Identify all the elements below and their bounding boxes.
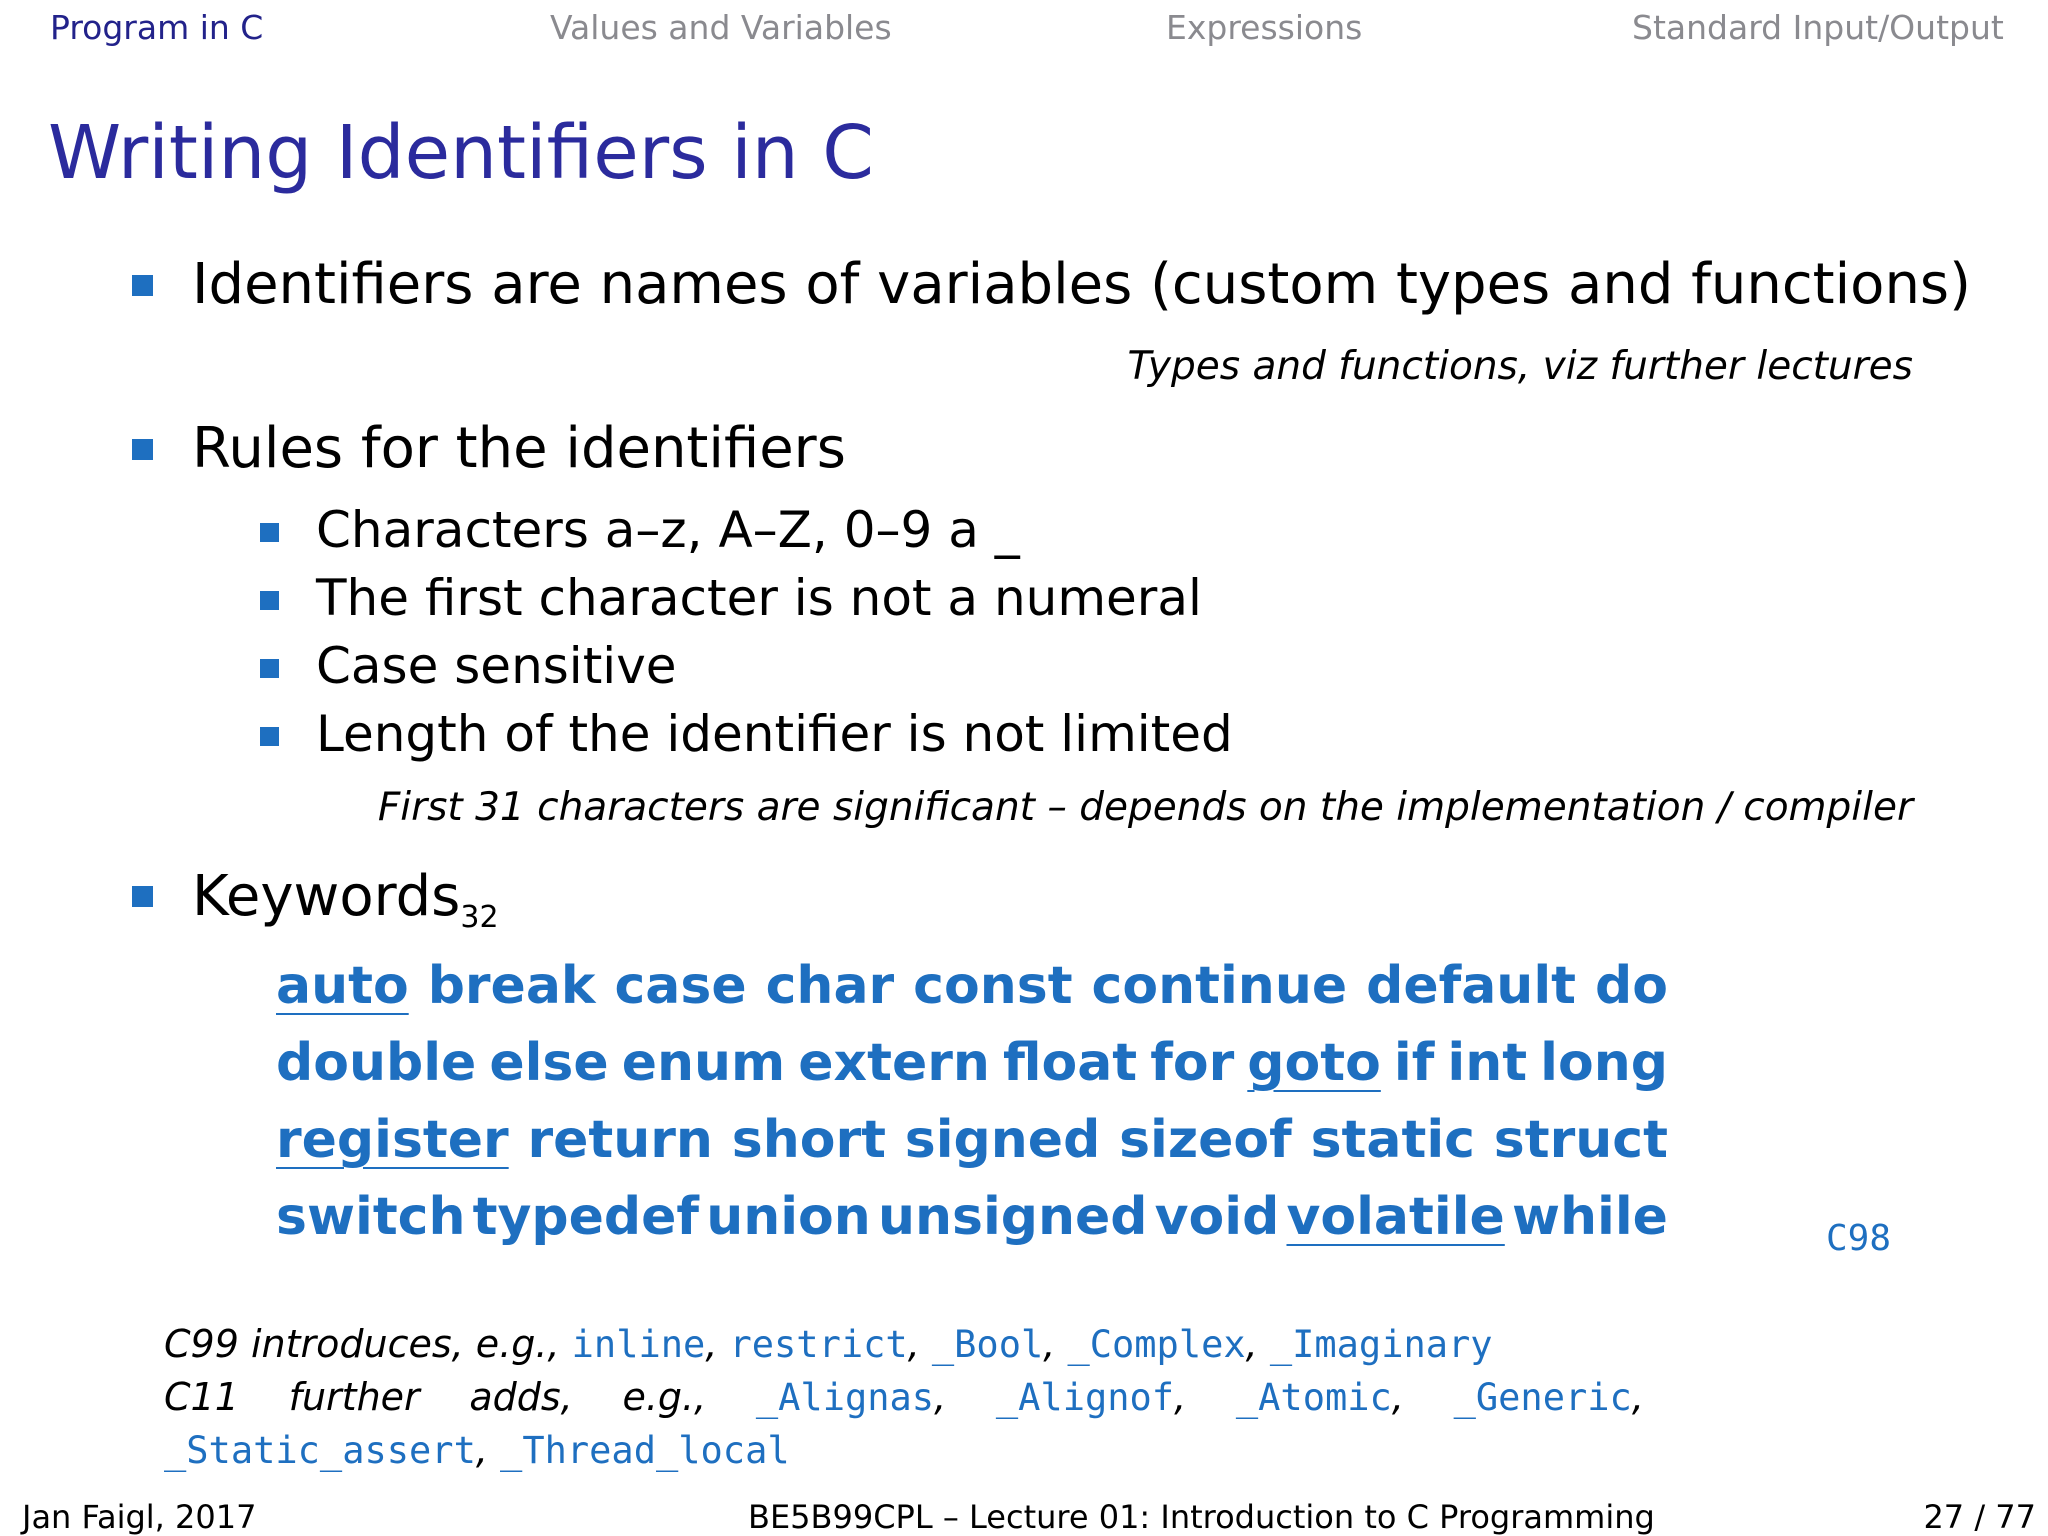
c11-keyword-item: _Generic, [1453, 1375, 1644, 1419]
keyword-enum: enum [621, 1033, 786, 1093]
keyword-else: else [489, 1033, 609, 1093]
keyword-line [276, 948, 1668, 1025]
c99-keyword: _Imaginary [1269, 1323, 1493, 1366]
footer-course: BE5B99CPL – Lecture 01: Introduction to C Programming [748, 1498, 1655, 1536]
keyword-register: register [276, 1110, 509, 1170]
keyword-double: double [276, 1033, 477, 1093]
c11-keyword-item: _Alignas, [755, 1375, 947, 1419]
c11-line-continued: _Static_assert, _Thread_local [164, 1428, 790, 1472]
rules-note: First 31 characters are significant – depends on the implementation / compiler [377, 785, 1913, 830]
keyword-break: break [427, 956, 596, 1016]
c11-keyword: _Alignof [995, 1376, 1175, 1419]
keyword-case: case [614, 956, 747, 1016]
keyword-line [276, 1179, 1668, 1256]
nav-tab-expressions[interactable]: Expressions [1166, 8, 1363, 47]
keywords-count: 32 [460, 900, 499, 936]
standard-tag: C98 [1826, 1218, 1892, 1259]
bullet-keywords [192, 864, 499, 935]
bullet-square-icon [132, 886, 153, 907]
keyword-extern: extern [798, 1033, 990, 1093]
keyword-default: default [1366, 956, 1576, 1016]
rule-first-character: The first character is not a numeral [316, 569, 1202, 627]
rule-characters: Characters a–z, A–Z, 0–9 a _ [316, 501, 1020, 559]
bullet-identifiers: Identifiers are names of variables (custom types and functions) [192, 252, 1971, 317]
keyword-struct: struct [1493, 1110, 1668, 1170]
keyword-float: float [1002, 1033, 1138, 1093]
c11-line [164, 1371, 1644, 1424]
keyword-return: return [527, 1110, 713, 1170]
keyword-list [276, 948, 1668, 1256]
keyword-union: union [706, 1187, 871, 1247]
c99-keyword: inline [571, 1323, 706, 1366]
c99-keyword: restrict [729, 1323, 908, 1366]
footer-author: Jan Faigl, 2017 [22, 1498, 257, 1536]
slide-footer [0, 1496, 2048, 1536]
c11-keyword-item: _Atomic, [1235, 1375, 1404, 1419]
standards-footnote [164, 1318, 1644, 1477]
keyword-long: long [1540, 1033, 1668, 1093]
sub-bullet-square-icon [260, 727, 279, 746]
keyword-unsigned: unsigned [877, 1187, 1148, 1247]
keyword-if: if [1393, 1033, 1435, 1093]
keyword-switch: switch [276, 1187, 466, 1247]
sub-bullet-square-icon [260, 591, 279, 610]
c11-keyword: _Static_assert [164, 1429, 476, 1472]
keyword-typedef: typedef [472, 1187, 700, 1247]
c11-keyword: _Thread_local [500, 1429, 790, 1472]
keyword-sizeof: sizeof [1119, 1110, 1292, 1170]
bullet-square-icon [132, 439, 153, 460]
keyword-static: static [1310, 1110, 1475, 1170]
c99-keyword: _Complex [1067, 1323, 1246, 1366]
keyword-line [276, 1102, 1668, 1179]
keyword-continue: continue [1091, 956, 1348, 1016]
c11-prefix-word: further [288, 1375, 420, 1419]
footer-page: 27 / 77 [1923, 1498, 2036, 1536]
c11-prefix-word: e.g., [622, 1375, 707, 1419]
c11-keyword-item: _Alignof, [995, 1375, 1187, 1419]
keyword-while: while [1511, 1187, 1668, 1247]
keywords-label: Keywords [192, 864, 461, 929]
keyword-for: for [1150, 1033, 1235, 1093]
keyword-auto: auto [276, 956, 409, 1016]
keyword-void: void [1154, 1187, 1280, 1247]
c99-line: C99 introduces, e.g., inline, restrict, _Bool, _Complex, _Imaginary [164, 1322, 1493, 1366]
keyword-int: int [1447, 1033, 1528, 1093]
bullet-identifiers-note: Types and functions, viz further lectures [1127, 344, 1913, 389]
keyword-volatile: volatile [1286, 1187, 1505, 1247]
c11-prefix-word: adds, [469, 1375, 573, 1419]
sub-bullet-square-icon [260, 523, 279, 542]
keyword-short: short [731, 1110, 886, 1170]
bullet-rules: Rules for the identifiers [192, 416, 846, 481]
keyword-signed: signed [904, 1110, 1101, 1170]
c99-keyword: _Bool [931, 1323, 1044, 1366]
rule-length: Length of the identifier is not limited [316, 705, 1233, 763]
nav-tab-values-and-variables[interactable]: Values and Variables [550, 8, 892, 47]
nav-tab-standard-io[interactable]: Standard Input/Output [1632, 8, 2004, 47]
slide-title: Writing Identifiers in C [48, 110, 874, 196]
c99-prefix: C99 introduces, e.g., [164, 1322, 560, 1366]
keyword-do: do [1594, 956, 1668, 1016]
c11-keyword: _Alignas [755, 1376, 935, 1419]
bullet-square-icon [132, 275, 153, 296]
nav-tab-program-in-c[interactable]: Program in C [50, 8, 264, 47]
c11-keyword: _Atomic [1235, 1376, 1392, 1419]
sub-bullet-square-icon [260, 659, 279, 678]
keyword-const: const [913, 956, 1073, 1016]
section-nav [0, 8, 2048, 56]
keyword-goto: goto [1247, 1033, 1381, 1093]
rule-case-sensitive: Case sensitive [316, 637, 677, 695]
keyword-line [276, 1025, 1668, 1102]
c11-keyword: _Generic [1453, 1376, 1632, 1419]
keyword-char: char [765, 956, 895, 1016]
c11-prefix-word: C11 [164, 1375, 239, 1419]
